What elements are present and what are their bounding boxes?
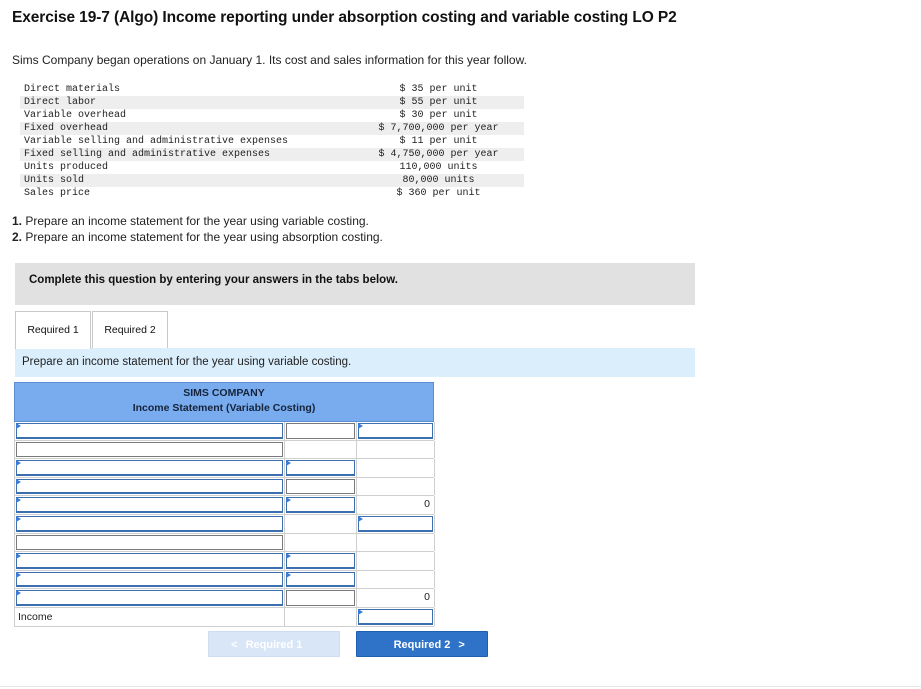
statement-row [15, 459, 434, 478]
label-input[interactable] [16, 442, 283, 458]
tab-instruction: Prepare an income statement for the year using variable costing. [15, 348, 695, 377]
dropdown-marker-icon [358, 609, 363, 615]
statement-header [14, 382, 434, 422]
question-list [12, 214, 383, 245]
question-number: 1. [12, 214, 23, 228]
table-row [20, 174, 524, 187]
intro-text: Sims Company began operations on January 1. Its cost and sales information for this year follow. [12, 53, 527, 67]
dropdown-marker-icon [286, 553, 291, 559]
cost-label: Fixed overhead [20, 122, 349, 135]
cost-label: Sales price [24, 188, 91, 199]
cost-info-table [20, 83, 524, 200]
table-row [20, 187, 524, 200]
dropdown-marker-icon [16, 553, 21, 559]
amount-input[interactable] [286, 590, 355, 606]
question-text: Prepare an income statement for the year using variable costing. [25, 214, 369, 228]
statement-row [15, 422, 434, 441]
statement-grid [14, 422, 434, 627]
income-label: Income [18, 610, 53, 623]
cost-value: 80,000 units [349, 174, 524, 187]
statement-row [15, 552, 434, 571]
amount-input[interactable] [286, 572, 355, 588]
dropdown-marker-icon [16, 460, 21, 466]
cost-value: 110,000 units [399, 162, 478, 173]
cost-value: $ 55 per unit [349, 96, 524, 109]
amount-input[interactable] [286, 423, 355, 439]
cost-label: Fixed selling and administrative expenses [20, 148, 349, 161]
instructions-banner: Complete this question by entering your answers in the tabs below. [15, 263, 695, 305]
label-input[interactable] [16, 572, 283, 588]
tab-required-1[interactable]: Required 1 [15, 311, 91, 349]
statement-row [15, 515, 434, 534]
dropdown-marker-icon [286, 460, 291, 466]
statement-row [15, 534, 434, 553]
question-text: Prepare an income statement for the year using absorption costing. [25, 229, 383, 244]
cost-label: Units produced [24, 162, 109, 173]
page-title: Exercise 19-7 (Algo) Income reporting under absorption costing and variable costing LO P2 [12, 9, 677, 26]
cost-value: $ 7,700,000 per year [349, 122, 524, 135]
table-row [20, 148, 524, 161]
label-input[interactable] [16, 516, 283, 532]
income-statement [14, 382, 434, 627]
statement-row [15, 441, 434, 460]
table-row [20, 122, 524, 135]
total-input[interactable] [358, 516, 433, 532]
dropdown-marker-icon [286, 497, 291, 503]
label-input[interactable] [16, 590, 283, 606]
subtotal-value: 0 [424, 498, 430, 511]
label-input[interactable] [16, 497, 283, 513]
prev-button[interactable] [208, 631, 340, 657]
cost-label: Units sold [20, 174, 349, 187]
statement-row [15, 496, 434, 515]
question-number: 2. [12, 229, 23, 244]
chevron-left-icon: < [231, 639, 238, 651]
question-item [12, 214, 383, 230]
dropdown-marker-icon [358, 423, 363, 429]
table-row [20, 161, 524, 174]
table-row [20, 135, 524, 148]
label-input[interactable] [16, 535, 283, 551]
label-input[interactable] [16, 553, 283, 569]
label-input[interactable] [16, 423, 283, 439]
subtotal-value: 0 [424, 591, 430, 604]
amount-input[interactable] [286, 460, 355, 476]
divider [0, 686, 921, 687]
chevron-right-icon: > [458, 639, 465, 651]
cost-label: Direct labor [20, 96, 349, 109]
cost-label: Variable selling and administrative expenses [24, 136, 289, 147]
dropdown-marker-icon [16, 479, 21, 485]
dropdown-marker-icon [16, 497, 21, 503]
income-total-input[interactable] [358, 609, 433, 625]
amount-input[interactable] [286, 479, 355, 495]
statement-title: Income Statement (Variable Costing) [132, 402, 316, 414]
cost-value: $ 4,750,000 per year [349, 148, 524, 161]
tab-required-2[interactable]: Required 2 [92, 311, 168, 349]
cost-value: $ 35 per unit [399, 84, 478, 95]
next-button[interactable] [356, 631, 488, 657]
prev-button-label: Required 1 [245, 639, 303, 651]
statement-row [15, 589, 434, 608]
dropdown-marker-icon [16, 516, 21, 522]
cost-value: $ 30 per unit [399, 110, 478, 121]
next-button-label: Required 2 [393, 639, 451, 651]
amount-input[interactable] [286, 497, 355, 513]
label-input[interactable] [16, 460, 283, 476]
statement-row [15, 571, 434, 590]
total-input[interactable] [358, 423, 433, 439]
label-input[interactable] [16, 479, 283, 495]
cost-value: $ 360 per unit [396, 188, 481, 199]
cost-label: Variable overhead [24, 110, 127, 121]
question-item [12, 230, 383, 246]
table-row [20, 83, 524, 96]
dropdown-marker-icon [358, 516, 363, 522]
statement-row [15, 478, 434, 497]
amount-input[interactable] [286, 553, 355, 569]
statement-row-income [15, 608, 434, 627]
cost-value: $ 11 per unit [399, 136, 478, 147]
dropdown-marker-icon [16, 590, 21, 596]
dropdown-marker-icon [16, 572, 21, 578]
dropdown-marker-icon [16, 423, 21, 429]
dropdown-marker-icon [286, 572, 291, 578]
table-row [20, 96, 524, 109]
table-row [20, 109, 524, 122]
cost-label: Direct materials [24, 84, 121, 95]
company-name: SIMS COMPANY [183, 387, 265, 399]
